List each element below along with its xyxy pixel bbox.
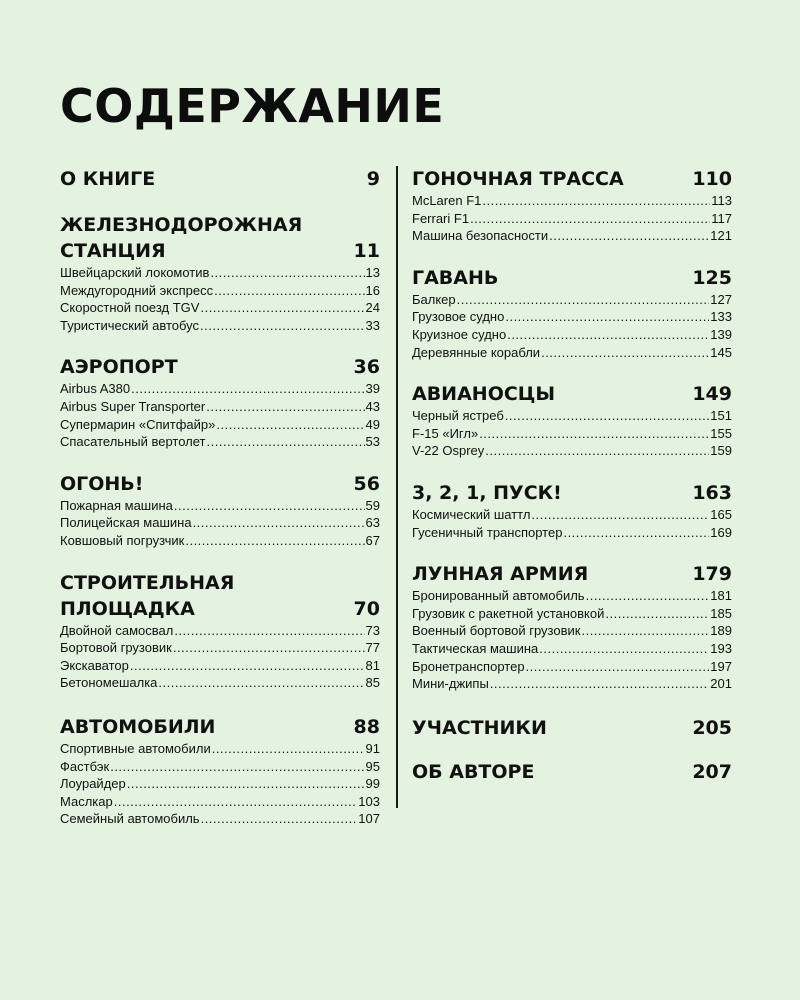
section-title: ОГОНЬ! [60, 472, 144, 495]
section-heading[interactable] [412, 759, 732, 785]
entry-title: Междугородний экспресс [60, 282, 214, 298]
toc-column-right [412, 166, 732, 785]
entry-page-number: 133 [710, 309, 732, 325]
toc-entry[interactable] [412, 326, 732, 344]
toc-entry[interactable] [412, 407, 732, 425]
dot-leader [127, 775, 365, 793]
toc-entry[interactable] [60, 758, 380, 776]
toc-entry[interactable] [60, 740, 380, 758]
dot-leader [549, 227, 709, 245]
section-heading-line [60, 166, 380, 192]
entry-title: Экскаватор [60, 657, 129, 673]
toc-entry[interactable] [412, 675, 732, 693]
entry-page-number: 113 [711, 193, 732, 208]
entry-title: Тактическая машина [412, 640, 539, 656]
entry-page-number: 33 [365, 317, 380, 333]
dot-leader [490, 675, 710, 693]
section-title: О КНИГЕ [60, 168, 156, 190]
section-heading[interactable] [412, 480, 732, 506]
dot-leader [174, 497, 365, 515]
entry-page-number: 117 [711, 210, 732, 226]
dot-leader [210, 264, 364, 282]
entry-page-number: 24 [365, 300, 380, 316]
toc-entry[interactable] [60, 793, 380, 811]
toc-section [412, 561, 732, 693]
dot-leader [200, 299, 364, 317]
entry-title: Спасательный вертолет [60, 434, 206, 450]
toc-entry[interactable] [412, 291, 732, 309]
section-page-number: 205 [692, 716, 732, 739]
dot-leader [174, 622, 364, 640]
section-heading-line [412, 381, 732, 407]
section-page-number: 207 [692, 760, 732, 783]
section-heading-line [60, 471, 380, 497]
section-title: ГОНОЧНАЯ ТРАССА [412, 168, 624, 190]
toc-section [412, 759, 732, 785]
toc-entry[interactable] [60, 380, 380, 398]
entry-title: Черный ястреб [412, 408, 504, 424]
entry-title: Бетономешалка [60, 675, 158, 691]
toc-entry[interactable] [60, 514, 380, 532]
dot-leader [216, 416, 364, 434]
dot-leader [173, 639, 365, 657]
entry-page-number: 169 [710, 524, 732, 540]
entry-page-number: 81 [365, 657, 380, 673]
dot-leader [212, 740, 365, 758]
entry-page-number: 16 [365, 282, 380, 298]
section-heading-line [412, 715, 732, 741]
toc-entry[interactable] [60, 639, 380, 657]
entry-title: F-15 «Игл» [412, 425, 479, 441]
section-heading[interactable] [412, 715, 732, 741]
dot-leader [200, 317, 365, 335]
section-page-number: 125 [692, 266, 732, 289]
entry-title: Балкер [412, 291, 456, 307]
section-heading-line [60, 354, 380, 380]
toc-section [60, 354, 380, 450]
section-title: ОБ АВТОРЕ [412, 760, 535, 783]
section-title: ЛУННАЯ АРМИЯ [412, 563, 589, 586]
toc-entry[interactable] [60, 674, 380, 692]
section-heading[interactable] [412, 561, 732, 587]
dot-leader [158, 674, 364, 692]
entry-title: Пожарная машина [60, 497, 173, 513]
section-heading[interactable] [412, 381, 732, 407]
entry-page-number: 181 [710, 588, 732, 604]
dot-leader [479, 425, 709, 443]
entry-page-number: 85 [365, 675, 380, 691]
entry-page-number: 63 [365, 515, 380, 531]
entry-page-number: 39 [365, 381, 380, 397]
entry-title: Бортовой грузовик [60, 640, 172, 656]
entry-page-number: 91 [365, 740, 380, 756]
section-heading-line [60, 596, 380, 622]
toc-section [60, 570, 380, 692]
section-heading[interactable] [60, 714, 380, 740]
toc-entry[interactable] [412, 524, 732, 542]
entry-title: Машина безопасности [412, 228, 549, 244]
entry-title: Круизное судно [412, 326, 507, 342]
entry-page-number: 185 [710, 605, 732, 621]
entry-page-number: 13 [365, 265, 380, 280]
entry-title: Супермарин «Спитфайр» [60, 416, 216, 432]
section-heading[interactable] [60, 166, 380, 192]
entry-title: Фастбэк [60, 758, 110, 774]
entry-title: McLaren F1 [412, 193, 482, 208]
entry-title: Лоурайдер [60, 776, 126, 792]
entry-page-number: 197 [710, 658, 732, 674]
section-heading[interactable] [60, 212, 380, 264]
entry-page-number: 159 [710, 443, 732, 459]
entry-page-number: 193 [710, 640, 732, 656]
section-heading[interactable] [412, 166, 732, 192]
entry-page-number: 201 [710, 676, 732, 692]
toc-entry[interactable] [60, 810, 380, 828]
toc-section [60, 471, 380, 550]
dot-leader [531, 506, 709, 524]
entry-page-number: 59 [365, 497, 380, 513]
entry-page-number: 43 [365, 398, 380, 414]
entry-title: Полицейская машина [60, 515, 192, 531]
section-heading-line [412, 166, 732, 192]
section-heading[interactable] [60, 570, 380, 622]
toc-entry[interactable] [412, 640, 732, 658]
section-heading-line [60, 238, 380, 264]
entry-page-number: 151 [710, 408, 732, 424]
entry-title: Грузовик с ракетной установкой [412, 605, 605, 621]
section-heading[interactable] [60, 471, 380, 497]
dot-leader [507, 326, 709, 344]
entry-title: Airbus Super Transporter [60, 398, 206, 414]
entry-page-number: 107 [358, 811, 380, 827]
toc-entry[interactable] [412, 658, 732, 676]
toc-entry[interactable] [60, 532, 380, 550]
toc-entry[interactable] [412, 506, 732, 524]
toc-entry[interactable] [60, 657, 380, 675]
section-heading-line [60, 570, 380, 596]
toc-entry[interactable] [60, 398, 380, 416]
dot-leader [201, 810, 358, 828]
page-title: СОДЕРЖАНИЕ [60, 79, 445, 133]
entry-title: Двойной самосвал [60, 622, 174, 638]
column-divider [396, 166, 398, 808]
dot-leader [193, 514, 365, 532]
toc-entry[interactable] [412, 192, 732, 210]
entry-page-number: 99 [365, 776, 380, 792]
toc-entry[interactable] [60, 622, 380, 640]
section-heading[interactable] [60, 354, 380, 380]
toc-entry[interactable] [412, 344, 732, 362]
toc-entry[interactable] [60, 433, 380, 451]
dot-leader [586, 587, 710, 605]
section-title: АВИАНОСЦЫ [412, 383, 556, 406]
section-title: УЧАСТНИКИ [412, 716, 547, 739]
section-heading-line [60, 212, 380, 238]
section-title: АЭРОПОРТ [60, 356, 178, 379]
entry-page-number: 95 [365, 758, 380, 774]
dot-leader [482, 192, 710, 210]
dot-leader [605, 605, 709, 623]
dot-leader [206, 398, 364, 416]
toc-entry[interactable] [60, 299, 380, 317]
toc-entry[interactable] [412, 605, 732, 623]
entry-title: Космический шаттл [412, 506, 531, 522]
entry-title: Деревянные корабли [412, 344, 541, 360]
entry-page-number: 155 [710, 425, 732, 441]
dot-leader [470, 210, 710, 228]
toc-entry[interactable] [412, 622, 732, 640]
toc-section [412, 480, 732, 541]
toc-entry[interactable] [412, 425, 732, 443]
dot-leader [505, 407, 710, 425]
section-page-number: 11 [353, 240, 380, 262]
section-title: ГАВАНЬ [412, 266, 499, 289]
dot-leader [526, 658, 710, 676]
section-heading-line [412, 759, 732, 785]
toc-section [412, 166, 732, 245]
entry-title: Спортивные автомобили [60, 740, 211, 756]
toc-entry[interactable] [412, 442, 732, 460]
dot-leader [114, 793, 358, 811]
entry-page-number: 189 [710, 623, 732, 639]
entry-title: V-22 Osprey [412, 443, 485, 459]
entry-title: Ковшовый погрузчик [60, 532, 185, 548]
entry-title: Маслкар [60, 793, 113, 809]
entry-page-number: 49 [365, 416, 380, 432]
section-page-number: 149 [692, 383, 732, 406]
section-heading-line [412, 480, 732, 506]
dot-leader [581, 622, 709, 640]
toc-section [412, 265, 732, 361]
entry-page-number: 139 [710, 326, 732, 342]
section-title: СТАНЦИЯ [60, 240, 166, 262]
toc-section [60, 714, 380, 828]
toc-section [412, 381, 732, 460]
entry-title: Гусеничный транспортер [412, 524, 563, 540]
section-heading[interactable] [412, 265, 732, 291]
entry-page-number: 127 [710, 291, 732, 307]
section-page-number: 163 [692, 481, 732, 504]
entry-page-number: 77 [365, 640, 380, 656]
section-heading-line [60, 714, 380, 740]
entry-title: Бронетранспортер [412, 658, 525, 674]
toc-column-left [60, 166, 380, 828]
entry-title: Бронированный автомобиль [412, 588, 585, 604]
toc-entry[interactable] [60, 264, 380, 282]
dot-leader [505, 308, 709, 326]
entry-title: Скоростной поезд TGV [60, 300, 200, 316]
section-title: ПЛОЩАДКА [60, 597, 195, 620]
toc-entry[interactable] [412, 308, 732, 326]
dot-leader [185, 532, 364, 550]
toc-entry[interactable] [60, 775, 380, 793]
entry-title: Туристический автобус [60, 317, 200, 333]
toc-entry[interactable] [412, 587, 732, 605]
toc-entry[interactable] [60, 282, 380, 300]
entry-page-number: 165 [710, 506, 732, 522]
section-page-number: 9 [366, 168, 380, 190]
section-title: ЖЕЛЕЗНОДОРОЖНАЯ [60, 214, 303, 236]
section-page-number: 88 [353, 715, 380, 738]
dot-leader [110, 758, 364, 776]
section-title: АВТОМОБИЛИ [60, 715, 216, 738]
entry-title: Мини-джипы [412, 676, 489, 692]
dot-leader [214, 282, 364, 300]
dot-leader [485, 442, 709, 460]
section-heading-line [412, 265, 732, 291]
entry-title: Грузовое судно [412, 309, 505, 325]
entry-page-number: 67 [365, 532, 380, 548]
entry-page-number: 53 [365, 434, 380, 450]
section-page-number: 56 [353, 472, 380, 495]
section-page-number: 179 [692, 563, 732, 586]
section-page-number: 36 [353, 356, 380, 379]
section-page-number: 110 [692, 168, 732, 190]
entry-page-number: 73 [365, 622, 380, 638]
entry-title: Швейцарский локомотив [60, 265, 210, 280]
entry-page-number: 103 [358, 793, 380, 809]
dot-leader [131, 380, 364, 398]
toc-entry[interactable] [60, 416, 380, 434]
toc-section [412, 715, 732, 741]
entry-title: Военный бортовой грузовик [412, 623, 581, 639]
entry-page-number: 121 [710, 228, 732, 244]
dot-leader [130, 657, 365, 675]
toc-entry[interactable] [412, 210, 732, 228]
toc-entry[interactable] [60, 497, 380, 515]
dot-leader [457, 291, 710, 309]
section-heading-line [412, 561, 732, 587]
toc-entry[interactable] [60, 317, 380, 335]
dot-leader [539, 640, 709, 658]
entry-title: Семейный автомобиль [60, 811, 200, 827]
section-title: СТРОИТЕЛЬНАЯ [60, 571, 235, 594]
dot-leader [541, 344, 709, 362]
dot-leader [207, 433, 365, 451]
entry-title: Airbus A380 [60, 381, 131, 397]
entry-page-number: 145 [710, 344, 732, 360]
toc-entry[interactable] [412, 227, 732, 245]
dot-leader [563, 524, 709, 542]
toc-section [60, 166, 380, 192]
section-page-number: 70 [353, 597, 380, 620]
entry-title: Ferrari F1 [412, 210, 470, 226]
toc-section [60, 212, 380, 334]
section-title: 3, 2, 1, ПУСК! [412, 481, 562, 504]
